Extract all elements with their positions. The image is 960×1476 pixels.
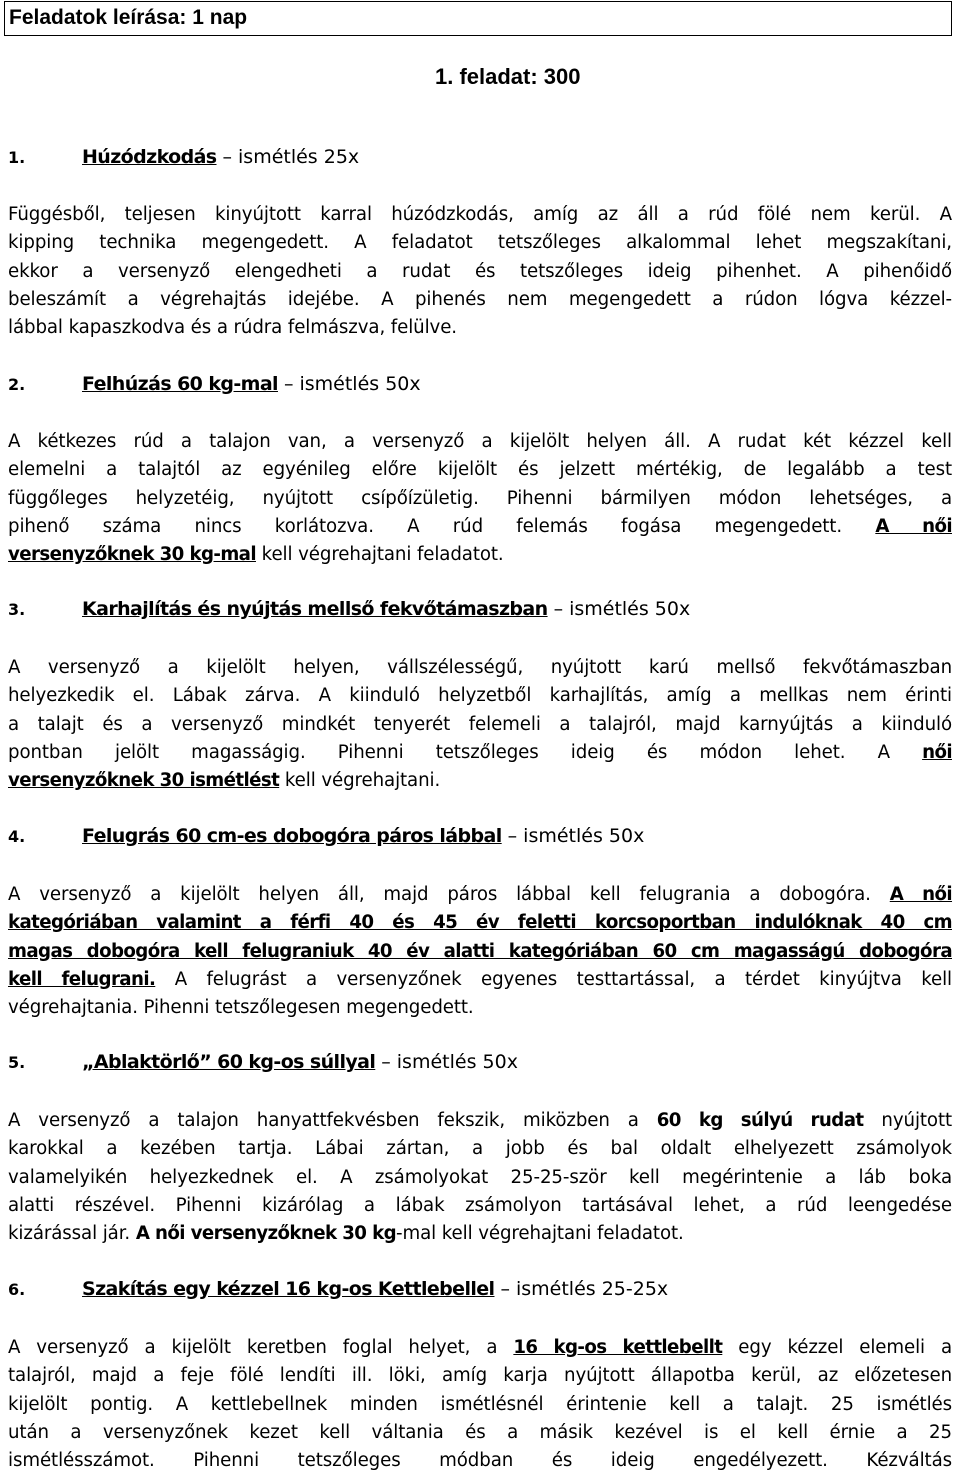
text-line: helyezkedik el. Lábak zárva. A kiinduló helyzetből karhajlítás, amíg a mellkas nem érinti [8, 685, 952, 707]
emphasis-text: versenyzőknek 30 kg-mal [8, 544, 256, 566]
page-header-box [4, 1, 952, 36]
exercise-reps: ismétlés 25-25x [515, 1278, 669, 1300]
emphasis-text: 60 kg súlyú rudat [656, 1110, 864, 1131]
text-line: elemelni a talajtól az egyénileg előre kijelölt és jelzett mértékig, de legalább a test [8, 459, 952, 481]
exercise-name: Karhajlítás és nyújtás mellső fekvőtámaszban [82, 598, 548, 620]
text-line [8, 966, 952, 994]
text-line [8, 767, 952, 795]
exercise-title [8, 373, 421, 395]
exercise-reps: ismétlés 50x [396, 1051, 518, 1073]
exercise-description [8, 1107, 952, 1248]
text-line [8, 1220, 952, 1248]
text-line: kijelölt pontig. A kettlebellnek minden ismétlésnél érintenie kell a talajt. 25 ismétlés [8, 1393, 952, 1415]
text-line: A versenyző a kijelölt helyen, vállszélességű, nyújtott karú mellső fekvőtámaszban [8, 657, 952, 678]
text-line: után a versenyzőnek kezet kell váltania és a másik kezével is el kell érnie a 25 [8, 1421, 952, 1443]
text-run: A versenyző a kijelölt keretben foglal helyet, a [8, 1337, 498, 1358]
exercise-name: „Ablaktörlő” 60 kg-os súllyal [82, 1051, 376, 1073]
exercise-description [8, 654, 952, 795]
text-line [8, 881, 952, 909]
emphasis-text: versenyzőknek 30 ismétlést [8, 770, 280, 792]
text-line: Függésből, teljesen kinyújtott karral húzódzkodás, amíg az áll a rúd fölé nem kerül. A [8, 204, 952, 225]
exercise-reps: ismétlés 50x [569, 598, 691, 620]
text-run: kizárással jár. [8, 1223, 131, 1245]
exercise-title [8, 146, 359, 168]
exercise-separator: – [500, 1278, 510, 1300]
text-run: A [877, 741, 890, 763]
text-line [8, 739, 952, 767]
text-line [8, 1334, 952, 1362]
exercise-title [8, 825, 644, 847]
exercise-number: 2. [8, 375, 26, 394]
emphasis-text: A női versenyzőknek 30 kg [135, 1223, 396, 1245]
text-line: ismétlésszámot. Pihenni tetszőleges módban és ideig engedélyezett. Kézváltás [8, 1450, 952, 1472]
text-run: nyújtott [881, 1110, 953, 1131]
text-line: kategóriában valamint a férfi 40 és 45 év feletti korcsoportban indulóknak 40 cm [8, 912, 952, 934]
exercise-separator: – [222, 146, 233, 168]
text-run: A felugrást a versenyzőnek egyenes testtartással, a térdet kinyújtva kell [174, 968, 952, 990]
exercise-separator: – [381, 1051, 391, 1073]
text-line: végrehajtania. Pihenni tetszőlegesen megengedett. [8, 997, 474, 1019]
exercise-title [8, 598, 690, 620]
exercise-separator: – [507, 825, 518, 847]
exercise-name: Felugrás 60 cm-es dobogóra páros lábbal [82, 825, 502, 847]
exercise-separator: – [553, 598, 564, 620]
emphasis-text: 16 kg-os kettlebellt [513, 1337, 723, 1358]
emphasis-text: A női [875, 515, 952, 537]
exercise-name: Húzódzkodás [82, 146, 217, 168]
exercise-reps: ismétlés 50x [299, 373, 421, 395]
text-line [8, 513, 952, 541]
exercise-description [8, 428, 952, 569]
text-line [8, 1107, 952, 1135]
exercise-number: 5. [8, 1053, 26, 1072]
text-run: A versenyző a talajon hanyattfekvésben fekszik, miközben a [8, 1110, 639, 1131]
text-line: lábbal kapaszkodva és a rúdra felmászva, felülve. [8, 317, 457, 339]
text-line: talajról, majd a feje fölé lendíti ill. löki, amíg karja nyújtott állapotba kerül, az előzetesen [8, 1365, 952, 1387]
task-heading: 1. feladat: 300 [435, 64, 581, 89]
text-line: A kétkezes rúd a talajon van, a versenyző a kijelölt helyen áll. A rudat két kézzel kell [8, 431, 952, 452]
text-run: pihenő száma nincs korlátozva. A rúd felemás fogása megengedett. [8, 515, 843, 537]
emphasis-text: női [922, 741, 952, 763]
text-run: pontban jelölt magasságig. Pihenni tetszőleges ideig és módon lehet. [8, 741, 846, 763]
exercise-title [8, 1051, 518, 1073]
text-run: -mal kell végrehajtani feladatot. [396, 1223, 684, 1245]
text-run: A versenyző a kijelölt helyen áll, majd páros lábbal kell felugrania a dobogóra. [8, 884, 871, 905]
exercise-reps: ismétlés 25x [238, 146, 360, 168]
text-line: karokkal a kezében tartja. Lábai zártan, a jobb és bal oldalt elhelyezett zsámolyok [8, 1138, 952, 1160]
text-run: kell végrehajtani. [284, 770, 441, 792]
exercise-description [8, 1334, 952, 1475]
exercise-name: Szakítás egy kézzel 16 kg-os Kettlebellel [82, 1278, 495, 1300]
exercise-number: 6. [8, 1280, 26, 1299]
emphasis-text: kell felugrani. [8, 968, 156, 990]
exercise-number: 4. [8, 827, 26, 846]
text-line: a talajt és a versenyző mindkét tenyerét felemeli a talajról, majd karnyújtás a kiinduló [8, 713, 952, 735]
text-line: alatti részével. Pihenni kizárólag a lábak zsámolyon tartásával lehet, a rúd leengedése [8, 1194, 952, 1216]
exercise-description [8, 201, 952, 342]
exercise-name: Felhúzás 60 kg-mal [82, 373, 278, 395]
exercise-number: 1. [8, 148, 26, 167]
text-line: valamelyikén helyezkednek el. A zsámolyokat 25-25-ször kell megérintenie a láb boka [8, 1166, 952, 1188]
exercise-separator: – [283, 373, 294, 395]
text-line: beleszámít a végrehajtás idejébe. A pihenés nem megengedett a rúdon lógva kézzel- [8, 288, 952, 310]
text-line: függőleges helyzetéig, nyújtott csípőízületig. Pihenni bármilyen módon lehetséges, a [8, 487, 952, 509]
text-line: kipping technika megengedett. A feladatot tetszőleges alkalommal lehet megszakítani, [8, 232, 952, 254]
text-line: ekkor a versenyző elengedheti a rudat és tetszőleges ideig pihenhet. A pihenőidő [8, 260, 952, 282]
exercise-reps: ismétlés 50x [523, 825, 645, 847]
text-run: egy kézzel elemeli a [738, 1337, 953, 1358]
exercise-description [8, 881, 952, 1022]
text-line [8, 541, 952, 569]
exercise-number: 3. [8, 600, 26, 619]
exercise-title [8, 1278, 668, 1300]
text-line: magas dobogóra kell felugraniuk 40 év alatti kategóriában 60 cm magasságú dobogóra [8, 940, 952, 962]
emphasis-text: A női [889, 884, 953, 905]
text-run: kell végrehajtani feladatot. [261, 544, 504, 566]
page-title: Feladatok leírása: 1 nap [9, 6, 248, 29]
